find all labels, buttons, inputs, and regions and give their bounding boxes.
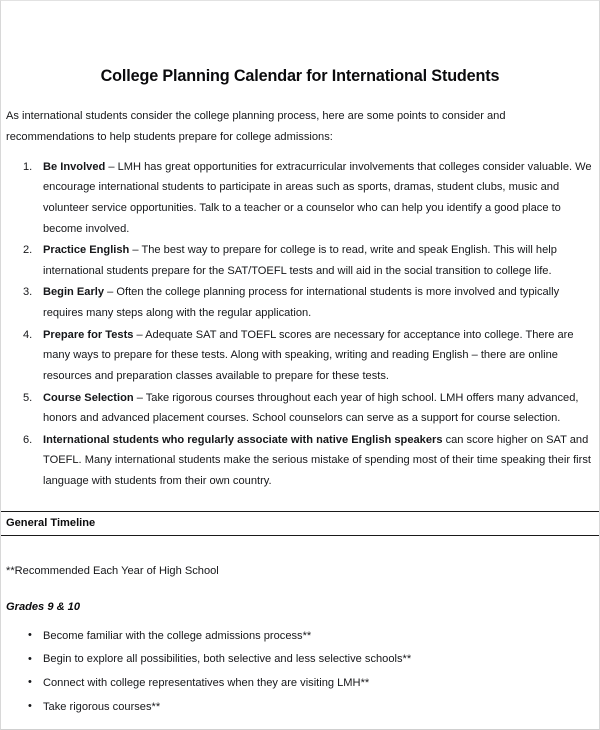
point-lead: Begin Early <box>43 286 105 299</box>
point-text: – Often the college planning process for international students is more involved and typically requires many steps along with the regular application. <box>43 286 560 320</box>
point-text: can score higher on SAT and TOEFL. Many international students make the serious mistake of spending most of their time speaking their first language with students from their own country. <box>43 433 591 488</box>
point-text: – Take rigorous courses throughout each year of high school. LMH offers many advanced, honors and advanced placement courses. School counselors can serve as a support for course selection. <box>43 391 579 425</box>
point-text: – The best way to prepare for college is to read, write and speak English. This will help international students prepare for the SAT/TOEFL tests and will aid in the social transition to college life. <box>43 244 557 277</box>
point-lead: Prepare for Tests <box>43 328 134 341</box>
list-item <box>1 430 593 492</box>
point-lead: Course Selection <box>43 391 134 404</box>
timeline-list <box>1 626 599 718</box>
section-heading-general-timeline: General Timeline <box>6 516 96 529</box>
list-item <box>1 282 593 323</box>
list-item: • Become familiar with the college admissions process** <box>1 626 599 647</box>
page-title: College Planning Calendar for International Students <box>100 67 500 85</box>
list-item <box>1 240 593 281</box>
point-lead: International students who regularly associate with native English speakers <box>43 433 443 446</box>
grades-heading: Grades 9 & 10 <box>6 600 80 613</box>
list-item: • Begin to explore all possibilities, both selective and less selective schools** <box>1 649 599 670</box>
list-item <box>1 325 593 387</box>
point-lead: Practice English <box>43 244 130 257</box>
list-item <box>1 157 593 240</box>
list-item: • Take rigorous courses** <box>1 697 599 718</box>
point-text: – Adequate SAT and TOEFL scores are necessary for acceptance into college. There are many ways to prepare for these tests. Along with speaking, writing and reading English – there are online resources and preparation classes available to prepare for these tests. <box>43 328 574 382</box>
point-text: – LMH has great opportunities for extracurricular involvements that colleges consider valuable. We encourage international students to participate in areas such as sports, dramas, student clubs, music and volunteer service opportunities. Talk to a teacher or a counselor who can help you identify a good place to become involved. <box>43 160 592 235</box>
list-item: • Connect with college representatives when they are visiting LMH** <box>1 673 599 694</box>
point-lead: Be Involved <box>43 160 106 173</box>
intro-paragraph: As international students consider the college planning process, here are some points to consider and recommendations to help students prepare for college admissions: <box>6 110 506 144</box>
points-list <box>1 157 599 492</box>
recommended-note: **Recommended Each Year of High School <box>6 565 219 578</box>
list-item <box>1 388 593 429</box>
